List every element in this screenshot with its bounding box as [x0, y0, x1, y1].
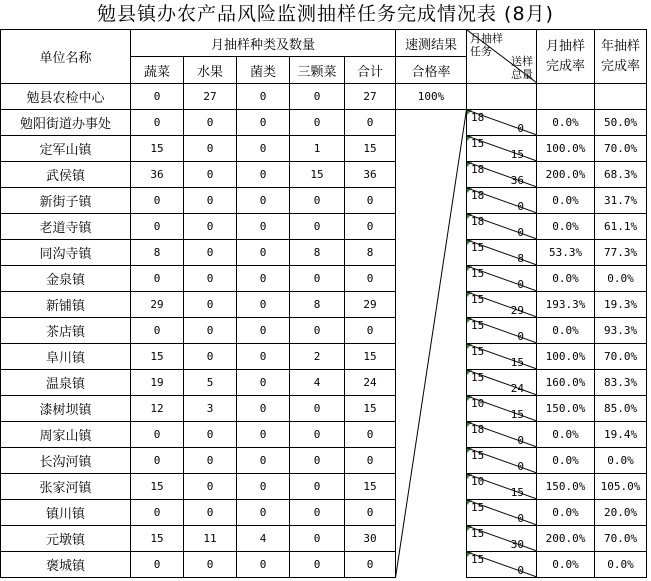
cell-fruit: 0 [184, 162, 237, 188]
cell-sent: 24 [510, 382, 525, 395]
cell-annual-rate: 93.3% [595, 318, 647, 344]
cell-monthly-rate: 150.0% [537, 396, 595, 422]
table-row [1, 292, 647, 318]
cell-total: 15 [345, 344, 396, 370]
cell-total: 0 [345, 188, 396, 214]
cell-fruit: 0 [184, 422, 237, 448]
header-unit: 单位名称 [1, 30, 131, 84]
cell-task-sent-split [467, 318, 537, 344]
cell-vegetable: 15 [131, 526, 184, 552]
cell-sent: 29 [510, 304, 525, 317]
cell-sankecai: 0 [290, 188, 345, 214]
cell-sankecai: 1 [290, 136, 345, 162]
table-row [1, 110, 647, 136]
cell-task: 15 [471, 293, 485, 306]
cell-sankecai: 0 [290, 84, 345, 110]
table-row [1, 474, 647, 500]
cell-rapid-rate-empty [396, 422, 467, 448]
header-category-fungi: 菌类 [237, 57, 290, 84]
cell-fruit: 0 [184, 552, 237, 578]
table-row [1, 266, 647, 292]
cell-sent: 36 [510, 174, 525, 187]
cell-sankecai: 2 [290, 344, 345, 370]
cell-monthly-rate: 193.3% [537, 292, 595, 318]
cell-monthly-rate: 100.0% [537, 344, 595, 370]
cell-task-sent-split [467, 448, 537, 474]
cell-annual-rate: 0.0% [595, 448, 647, 474]
cell-total: 15 [345, 136, 396, 162]
header-monthly-rate: 月抽样 完成率 [537, 30, 595, 84]
unit-name: 镇川镇 [1, 500, 131, 526]
header-category-fruit: 水果 [184, 57, 237, 84]
cell-task: 15 [471, 319, 485, 332]
cell-task-empty [467, 84, 537, 110]
first-data-row [1, 84, 647, 110]
cell-rapid-rate-empty [396, 344, 467, 370]
cell-sankecai: 0 [290, 500, 345, 526]
unit-name: 温泉镇 [1, 370, 131, 396]
unit-name: 勉县农检中心 [1, 84, 131, 110]
cell-monthly-rate: 200.0% [537, 526, 595, 552]
table-row [1, 370, 647, 396]
cell-task-sent-split [467, 474, 537, 500]
cell-fungi: 0 [237, 84, 290, 110]
cell-total: 30 [345, 526, 396, 552]
cell-sent: 0 [517, 278, 525, 291]
cell-fungi: 0 [237, 110, 290, 136]
cell-annual-empty [595, 84, 647, 110]
cell-fruit: 0 [184, 448, 237, 474]
cell-annual-rate: 70.0% [595, 344, 647, 370]
cell-vegetable: 0 [131, 448, 184, 474]
table-row [1, 500, 647, 526]
cell-vegetable: 15 [131, 344, 184, 370]
cell-vegetable: 15 [131, 474, 184, 500]
table-row [1, 526, 647, 552]
cell-fungi: 0 [237, 136, 290, 162]
cell-rapid-rate-empty [396, 110, 467, 136]
cell-fungi: 0 [237, 552, 290, 578]
cell-vegetable: 0 [131, 84, 184, 110]
cell-monthly-rate: 53.3% [537, 240, 595, 266]
cell-total: 0 [345, 500, 396, 526]
cell-task: 15 [471, 527, 485, 540]
cell-sent: 0 [517, 226, 525, 239]
cell-rapid-rate-empty [396, 526, 467, 552]
cell-rapid-rate-empty [396, 292, 467, 318]
cell-vegetable: 0 [131, 214, 184, 240]
cell-task: 15 [471, 371, 485, 384]
cell-task-sent-split [467, 214, 537, 240]
table-row [1, 422, 647, 448]
cell-task: 18 [471, 111, 485, 124]
report-table [0, 29, 647, 578]
cell-fungi: 0 [237, 448, 290, 474]
table-row [1, 344, 647, 370]
cell-total: 0 [345, 552, 396, 578]
cell-fruit: 0 [184, 500, 237, 526]
cell-task: 15 [471, 137, 485, 150]
cell-annual-rate: 68.3% [595, 162, 647, 188]
cell-fungi: 0 [237, 422, 290, 448]
cell-annual-rate: 50.0% [595, 110, 647, 136]
cell-fungi: 0 [237, 292, 290, 318]
unit-name: 阜川镇 [1, 344, 131, 370]
cell-monthly-rate: 0.0% [537, 188, 595, 214]
cell-vegetable: 15 [131, 136, 184, 162]
cell-fungi: 0 [237, 318, 290, 344]
cell-total: 27 [345, 84, 396, 110]
unit-name: 长沟河镇 [1, 448, 131, 474]
table-row [1, 552, 647, 578]
cell-rapid-rate-empty [396, 240, 467, 266]
unit-name: 老道寺镇 [1, 214, 131, 240]
cell-fungi: 0 [237, 214, 290, 240]
header-rapid-test-line2: 合格率 [396, 57, 467, 84]
cell-sankecai: 0 [290, 474, 345, 500]
table-row [1, 214, 647, 240]
cell-annual-rate: 61.1% [595, 214, 647, 240]
cell-sankecai: 8 [290, 292, 345, 318]
sheet-title: 勉县镇办农产品风险监测抽样任务完成情况表 (8月) [97, 3, 554, 25]
header-category-total: 合计 [345, 57, 396, 84]
cell-sankecai: 0 [290, 318, 345, 344]
cell-vegetable: 12 [131, 396, 184, 422]
header-task-split [467, 30, 537, 84]
unit-name: 金泉镇 [1, 266, 131, 292]
table-row [1, 162, 647, 188]
cell-fungi: 0 [237, 370, 290, 396]
cell-sent: 15 [510, 486, 525, 499]
cell-task: 10 [471, 397, 485, 410]
cell-total: 36 [345, 162, 396, 188]
cell-monthly-rate: 0.0% [537, 318, 595, 344]
cell-task: 18 [471, 215, 485, 228]
cell-task: 18 [471, 163, 485, 176]
cell-rapid-rate-empty [396, 370, 467, 396]
cell-monthly-rate: 0.0% [537, 500, 595, 526]
cell-vegetable: 8 [131, 240, 184, 266]
cell-monthly-rate: 0.0% [537, 448, 595, 474]
cell-sent: 0 [517, 200, 525, 213]
cell-task: 18 [471, 189, 485, 202]
cell-task: 15 [471, 267, 485, 280]
cell-monthly-rate: 0.0% [537, 552, 595, 578]
unit-name: 新街子镇 [1, 188, 131, 214]
cell-rapid-rate-empty [396, 552, 467, 578]
cell-monthly-rate: 200.0% [537, 162, 595, 188]
cell-sent: 0 [517, 460, 525, 473]
table-row [1, 240, 647, 266]
cell-fungi: 0 [237, 162, 290, 188]
cell-sent: 0 [517, 434, 525, 447]
cell-fungi: 0 [237, 396, 290, 422]
cell-fruit: 0 [184, 344, 237, 370]
cell-fruit: 0 [184, 136, 237, 162]
cell-task: 15 [471, 345, 485, 358]
cell-total: 24 [345, 370, 396, 396]
table-row [1, 188, 647, 214]
cell-vegetable: 19 [131, 370, 184, 396]
cell-annual-rate: 105.0% [595, 474, 647, 500]
cell-total: 15 [345, 474, 396, 500]
cell-task: 15 [471, 449, 485, 462]
cell-task-sent-split [467, 422, 537, 448]
cell-task: 10 [471, 475, 485, 488]
cell-task-sent-split [467, 396, 537, 422]
cell-sent: 15 [510, 356, 525, 369]
header-annual-rate: 年抽样 完成率 [595, 30, 647, 84]
cell-fungi: 0 [237, 240, 290, 266]
cell-sent: 8 [517, 252, 525, 265]
cell-annual-rate: 0.0% [595, 552, 647, 578]
cell-fungi: 0 [237, 266, 290, 292]
unit-name: 勉阳街道办事处 [1, 110, 131, 136]
cell-rapid-rate-empty [396, 448, 467, 474]
cell-monthly-rate: 0.0% [537, 266, 595, 292]
cell-monthly-rate: 150.0% [537, 474, 595, 500]
cell-task-sent-split [467, 370, 537, 396]
report-table-container [0, 29, 651, 581]
header-rapid-test-line1: 速测结果 [396, 30, 467, 57]
cell-rapid-rate-empty [396, 396, 467, 422]
cell-task: 18 [471, 423, 485, 436]
cell-vegetable: 0 [131, 318, 184, 344]
cell-total: 0 [345, 448, 396, 474]
cell-sankecai: 0 [290, 448, 345, 474]
cell-sankecai: 0 [290, 552, 345, 578]
cell-annual-rate: 70.0% [595, 136, 647, 162]
header-task-bottom: 送样 总量 [511, 55, 534, 81]
cell-fruit: 27 [184, 84, 237, 110]
cell-sent: 0 [517, 564, 525, 577]
cell-sankecai: 0 [290, 526, 345, 552]
cell-total: 15 [345, 396, 396, 422]
unit-name: 元墩镇 [1, 526, 131, 552]
table-row [1, 396, 647, 422]
cell-sankecai: 0 [290, 422, 345, 448]
cell-sent: 15 [510, 148, 525, 161]
cell-sankecai: 0 [290, 214, 345, 240]
cell-sankecai: 15 [290, 162, 345, 188]
cell-sent: 15 [510, 408, 525, 421]
cell-vegetable: 29 [131, 292, 184, 318]
cell-annual-rate: 70.0% [595, 526, 647, 552]
cell-rapid-rate-empty [396, 136, 467, 162]
unit-name: 茶店镇 [1, 318, 131, 344]
cell-fruit: 0 [184, 240, 237, 266]
cell-annual-rate: 19.4% [595, 422, 647, 448]
cell-vegetable: 36 [131, 162, 184, 188]
cell-sent: 0 [517, 330, 525, 343]
cell-rapid-rate-empty [396, 474, 467, 500]
cell-annual-rate: 83.3% [595, 370, 647, 396]
table-row [1, 318, 647, 344]
cell-fruit: 5 [184, 370, 237, 396]
cell-rapid-rate-empty [396, 214, 467, 240]
cell-task-sent-split [467, 136, 537, 162]
cell-task-sent-split [467, 188, 537, 214]
cell-annual-rate: 19.3% [595, 292, 647, 318]
cell-fruit: 0 [184, 474, 237, 500]
cell-rapid-rate-empty [396, 188, 467, 214]
cell-total: 0 [345, 318, 396, 344]
cell-annual-rate: 77.3% [595, 240, 647, 266]
cell-fruit: 0 [184, 110, 237, 136]
cell-fruit: 11 [184, 526, 237, 552]
cell-annual-rate: 85.0% [595, 396, 647, 422]
cell-fungi: 0 [237, 344, 290, 370]
cell-task-sent-split [467, 552, 537, 578]
cell-task-sent-split [467, 240, 537, 266]
cell-total: 0 [345, 214, 396, 240]
cell-sent: 0 [517, 512, 525, 525]
cell-sent: 30 [510, 538, 525, 551]
cell-vegetable: 0 [131, 188, 184, 214]
cell-rapid-rate-empty [396, 266, 467, 292]
cell-annual-rate: 31.7% [595, 188, 647, 214]
cell-fruit: 0 [184, 266, 237, 292]
header-category-vegetable: 蔬菜 [131, 57, 184, 84]
cell-task-sent-split [467, 162, 537, 188]
cell-monthly-rate: 0.0% [537, 422, 595, 448]
cell-monthly-rate: 100.0% [537, 136, 595, 162]
cell-rapid-rate-empty [396, 162, 467, 188]
cell-sankecai: 0 [290, 396, 345, 422]
unit-name: 褒城镇 [1, 552, 131, 578]
cell-fruit: 3 [184, 396, 237, 422]
cell-rapid-rate-empty [396, 318, 467, 344]
cell-fruit: 0 [184, 188, 237, 214]
cell-annual-rate: 0.0% [595, 266, 647, 292]
cell-monthly-rate: 0.0% [537, 110, 595, 136]
unit-name: 武侯镇 [1, 162, 131, 188]
cell-sent: 0 [517, 122, 525, 135]
cell-sankecai: 0 [290, 110, 345, 136]
unit-name: 张家河镇 [1, 474, 131, 500]
table-row [1, 136, 647, 162]
cell-vegetable: 0 [131, 552, 184, 578]
cell-sankecai: 0 [290, 266, 345, 292]
cell-fruit: 0 [184, 318, 237, 344]
cell-sankecai: 8 [290, 240, 345, 266]
cell-task-sent-split [467, 292, 537, 318]
cell-task-sent-split [467, 344, 537, 370]
header-category-sankecai: 三颗菜 [290, 57, 345, 84]
unit-name: 定军山镇 [1, 136, 131, 162]
cell-task-sent-split [467, 526, 537, 552]
cell-vegetable: 0 [131, 266, 184, 292]
cell-task: 15 [471, 553, 485, 566]
cell-task: 15 [471, 501, 485, 514]
cell-rapid-rate: 100% [396, 84, 467, 110]
header-row-1 [1, 30, 647, 57]
unit-name: 周家山镇 [1, 422, 131, 448]
cell-task-sent-split [467, 266, 537, 292]
cell-fungi: 4 [237, 526, 290, 552]
cell-monthly-rate: 0.0% [537, 214, 595, 240]
cell-task-sent-split [467, 110, 537, 136]
cell-fungi: 0 [237, 474, 290, 500]
cell-rapid-rate-empty [396, 500, 467, 526]
cell-total: 0 [345, 422, 396, 448]
cell-total: 8 [345, 240, 396, 266]
cell-task-sent-split [467, 500, 537, 526]
cell-annual-rate: 20.0% [595, 500, 647, 526]
cell-monthly-rate: 160.0% [537, 370, 595, 396]
cell-vegetable: 0 [131, 422, 184, 448]
unit-name: 漆树坝镇 [1, 396, 131, 422]
cell-vegetable: 0 [131, 500, 184, 526]
unit-name: 同沟寺镇 [1, 240, 131, 266]
cell-monthly-empty [537, 84, 595, 110]
header-monthly-group: 月抽样种类及数量 [131, 30, 396, 57]
cell-fungi: 0 [237, 188, 290, 214]
cell-total: 29 [345, 292, 396, 318]
unit-name: 新铺镇 [1, 292, 131, 318]
cell-vegetable: 0 [131, 110, 184, 136]
cell-fruit: 0 [184, 214, 237, 240]
cell-fungi: 0 [237, 500, 290, 526]
cell-task: 15 [471, 241, 485, 254]
cell-sankecai: 4 [290, 370, 345, 396]
cell-total: 0 [345, 266, 396, 292]
table-row [1, 448, 647, 474]
header-task-top: 月抽样 任务 [470, 32, 504, 58]
cell-fruit: 0 [184, 292, 237, 318]
cell-total: 0 [345, 110, 396, 136]
